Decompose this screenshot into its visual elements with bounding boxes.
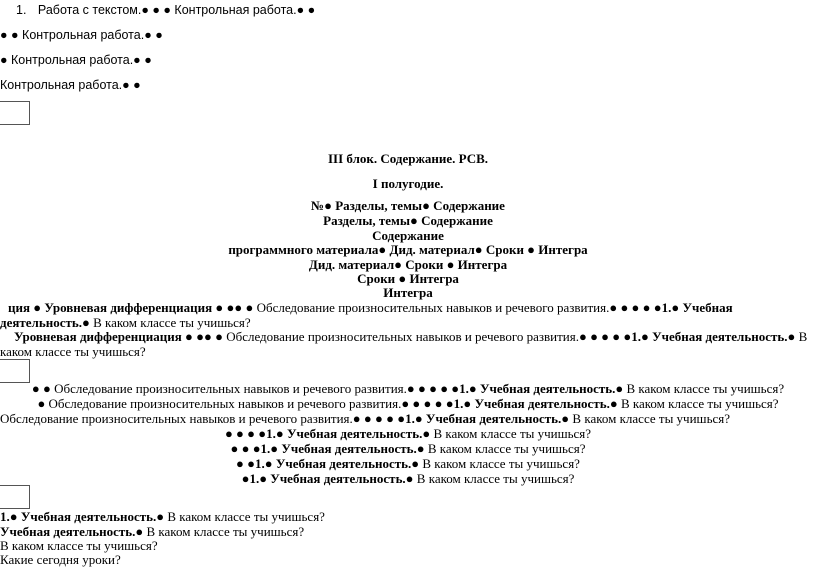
plain-text: В каком классе ты учишься? xyxy=(89,315,251,330)
content-line: Какие сегодня уроки? xyxy=(0,552,121,567)
header-line: Интегра xyxy=(383,285,433,300)
content-line: ● ● ●1.● Учебная деятельность.● В каком классе ты учишься? xyxy=(230,441,586,456)
content-line: Учебная деятельность.● В каком классе ты учишься? xyxy=(0,524,305,539)
empty-cell-box xyxy=(0,359,30,383)
list-item-text: Работа с текстом.● ● ● Контрольная работа.● ● xyxy=(37,3,316,17)
content-line: ● Обследование произносительных навыков и речевого развития.● ● ● ● ●1.● Учебная деятельность.● В каком классе ты учишься? xyxy=(37,396,779,411)
header-line: Дид. материал● Сроки ● Интегра xyxy=(308,257,508,272)
bold-text: ция ● Уровневая дифференциация ● ●● ● xyxy=(8,300,254,315)
empty-cell-box xyxy=(0,485,30,509)
header-line: программного материала● Дид. материал● Сроки ● Интегра xyxy=(228,242,588,257)
content-line: ●1.● Учебная деятельность.● В каком классе ты учишься? xyxy=(241,471,575,486)
plain-text: Обследование произносительных навыков и речевого развития.● ● ● ● ● xyxy=(253,300,662,315)
text-line: ● Контрольная работа.● ● xyxy=(0,53,152,67)
block-title: III блок. Содержание. РСВ. xyxy=(327,151,489,166)
header-line: Разделы, темы● Содержание xyxy=(323,213,493,228)
list-item-1 xyxy=(16,3,315,18)
half-year-title: I полугодие. xyxy=(372,176,444,191)
content-line: 1.● Учебная деятельность.● В каком классе ты учишься? xyxy=(0,509,325,524)
plain-text: Обследование произносительных навыков и речевого развития.● ● ● ● ● xyxy=(222,329,632,344)
bold-text: 1.● Учебная деятельность.● xyxy=(0,300,733,330)
content-line: В каком классе ты учишься? xyxy=(0,538,158,553)
header-line: №● Разделы, темы● Содержание xyxy=(311,198,505,213)
content-line: Обследование произносительных навыков и речевого развития.● ● ● ● ●1.● Учебная деятельность.● В каком классе ты учишься? xyxy=(0,411,731,426)
content-line: ● ● Обследование произносительных навыков и речевого развития.● ● ● ● ●1.● Учебная деятельность.● В каком классе ты учишься? xyxy=(31,381,785,396)
plain-text: В каком классе ты учишься? xyxy=(0,329,808,359)
text-line: Контрольная работа.● ● xyxy=(0,78,141,92)
content-line: ● ● ● ●1.● Учебная деятельность.● В каком классе ты учишься? xyxy=(224,426,592,441)
content-line: ● ●1.● Учебная деятельность.● В каком классе ты учишься? xyxy=(236,456,580,471)
bold-text: 1.● Учебная деятельность.● xyxy=(631,329,796,344)
bold-text: Уровневая дифференциация ● ●● ● xyxy=(14,329,223,344)
text-line: ● ● Контрольная работа.● ● xyxy=(0,28,163,42)
empty-cell-box xyxy=(0,101,30,125)
header-line: Сроки ● Интегра xyxy=(357,271,459,286)
content-paragraph xyxy=(0,329,814,359)
list-number: 1. xyxy=(16,3,27,17)
header-line: Содержание xyxy=(372,228,444,243)
content-paragraph xyxy=(0,300,814,330)
